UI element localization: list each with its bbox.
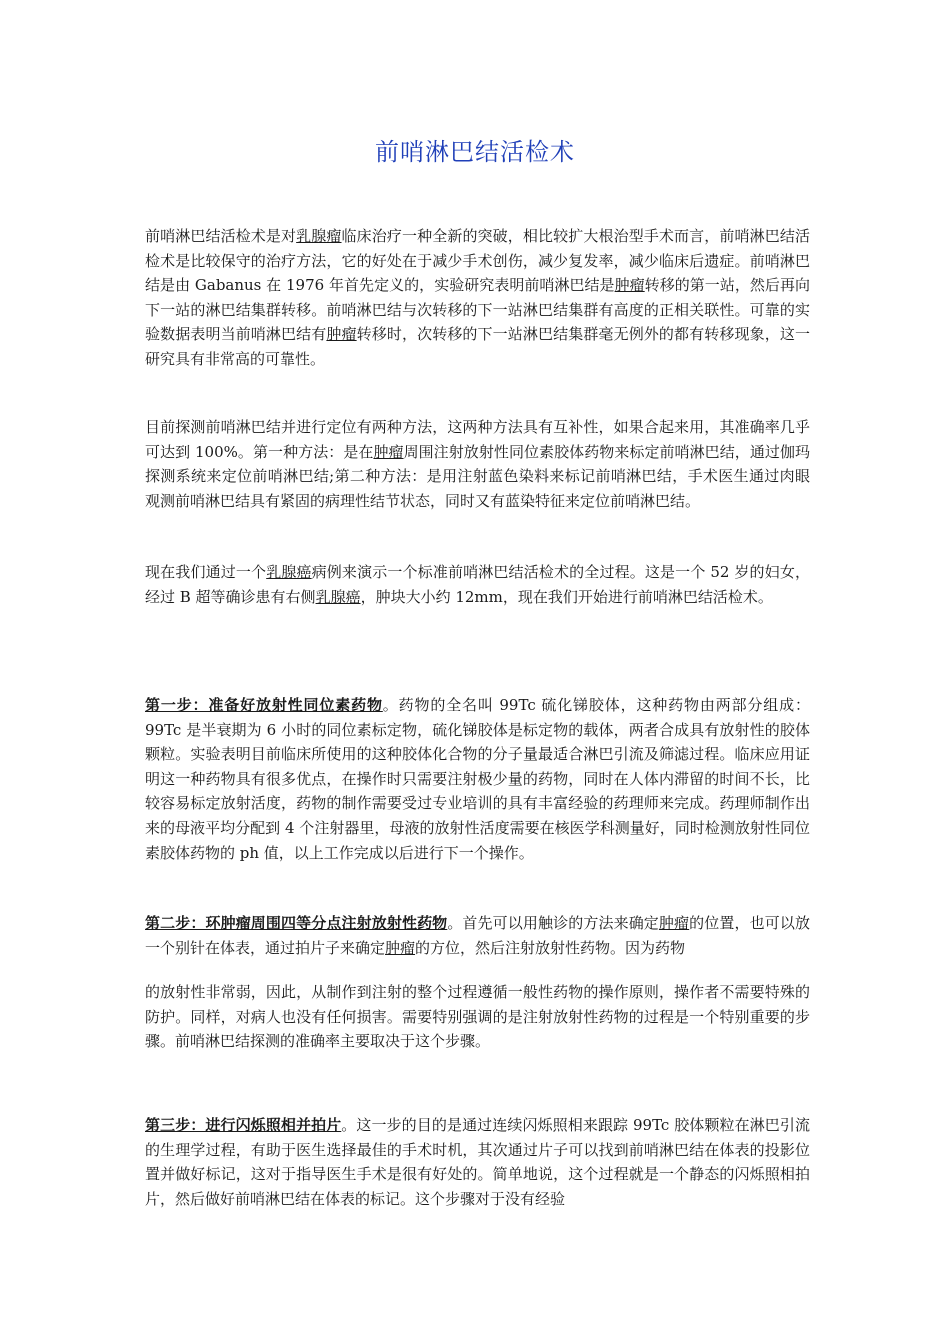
link-breast-tumor[interactable]: 乳腺瘤 bbox=[296, 227, 342, 245]
page-title: 前哨淋巴结活检术 bbox=[375, 138, 575, 166]
intro-paragraph bbox=[145, 224, 810, 372]
step2-paragraph bbox=[145, 911, 810, 960]
case-paragraph bbox=[145, 560, 810, 609]
text-run: 转移的第一站，然后再向下一站的淋巴结集群转移。前哨淋巴结与次转移的下一站淋巴结集群有高度的正相关联性。可靠的实验数据表明当前哨淋巴结有 bbox=[145, 276, 810, 344]
text-run: 现在我们通过一个 bbox=[145, 563, 267, 581]
text-run: 目前探测前哨淋巴结并进行定位有两种方法，这两种方法具有互补性，如果合起来用，其准确率几乎可达到 100%。第一种方法：是在 bbox=[145, 418, 810, 461]
text-run: 。首先可以用触诊的方法来确定 bbox=[447, 914, 659, 932]
text-run: 临床治疗一种全新的突破，相比较扩大根治型手术而言，前哨淋巴结活检术是比较保守的治疗方法，它的好处在于减少手术创伤，减少复发率，减少临床后遗症。前哨淋巴结是由 Gabanus 在 1976 年首先定义的，实验研究表明前哨淋巴结是 bbox=[145, 227, 810, 295]
link-tumor[interactable]: 肿瘤 bbox=[385, 938, 416, 957]
text-run: 。这一步的目的是通过连续闪烁照相来跟踪 99Tc 胶体颗粒在淋巴引流的生理学过程，有助于医生选择最佳的手术时机，其次通过片子可以找到前哨淋巴结在体表的投影位置并做好标记，这对于指导医生手术是很有好处的。简单地说，这个过程就是一个静态的闪烁照相拍片，然后做好前哨淋巴结在体表的标记。这个步骤对于没有经验 bbox=[145, 1116, 810, 1208]
link-tumor[interactable]: 肿瘤 bbox=[614, 276, 645, 295]
methods-paragraph bbox=[145, 415, 810, 513]
text-run: 转移时，次转移的下一站淋巴结集群毫无例外的都有转移现象，这一研究具有非常高的可靠性。 bbox=[145, 325, 810, 368]
text-run: 病例来演示一个标准前哨淋巴结活检术的全过程。这是一个 52 岁的妇女，经过 B 超等确诊患有右侧 bbox=[145, 563, 810, 606]
step1-paragraph bbox=[145, 693, 810, 865]
step3-heading: 第三步：进行闪烁照相并拍片 bbox=[145, 1116, 342, 1134]
text-run: ，肿块大小约 12mm，现在我们开始进行前哨淋巴结活检术。 bbox=[360, 587, 773, 606]
text-run: 。药物的全名叫 99Tc 硫化锑胶体，这种药物由两部分组成：99Tc 是半衰期为 6 小时的同位素标定物，硫化锑胶体是标定物的载体，两者合成具有放射性的胶体颗粒。实验表明目前临床所使用的这种胶体化合物的分子量最适合淋巴引流及筛滤过程。临床应用证明这一种药物具有很多优点，在操作时只需要注射极少量的药物，同时在人体内滞留的时间不长，比较容易标定放射活度，药物的制作需要受过专业培训的具有丰富经验的药理师来完成。药理师制作出来的母液平均分配到 4 个注射器里，母液的放射性活度需要在核医学科测量好，同时检测放射性同位素胶体药物的 ph 值，以上工作完成以后进行下一个操作。 bbox=[145, 696, 810, 862]
text-run: 前哨淋巴结活检术是对 bbox=[145, 227, 297, 245]
step2-continued-paragraph: 的放射性非常弱，因此，从制作到注射的整个过程遵循一般性药物的操作原则，操作者不需要特殊的防护。同样，对病人也没有任何损害。需要特别强调的是注射放射性药物的过程是一个特别重要的步骤。前哨淋巴结探测的准确率主要取决于这个步骤。 bbox=[145, 983, 810, 1051]
text-run: 周围注射放射性同位素胶体药物来标定前哨淋巴结，通过伽玛探测系统来定位前哨淋巴结;第二种方法：是用注射蓝色染料来标记前哨淋巴结，手术医生通过肉眼观测前哨淋巴结具有紧固的病理性结节状态，同时又有蓝染特征来定位前哨淋巴结。 bbox=[145, 442, 810, 510]
text-run: 的方位，然后注射放射性药物。因为药物 bbox=[415, 938, 686, 957]
step3-paragraph bbox=[145, 1113, 810, 1211]
link-breast-cancer[interactable]: 乳腺癌 bbox=[266, 563, 312, 581]
link-tumor[interactable]: 肿瘤 bbox=[373, 442, 404, 461]
link-tumor[interactable]: 肿瘤 bbox=[658, 914, 690, 932]
text-run: 的位置，也可以放一个别针在体表，通过拍片子来确定 bbox=[145, 914, 810, 957]
step2-heading: 第二步：环肿瘤周围四等分点注射放射性药物 bbox=[145, 914, 448, 932]
link-breast-cancer[interactable]: 乳腺癌 bbox=[315, 587, 361, 606]
step1-heading: 第一步：准备好放射性同位素药物 bbox=[145, 696, 383, 714]
link-tumor[interactable]: 肿瘤 bbox=[326, 325, 357, 344]
